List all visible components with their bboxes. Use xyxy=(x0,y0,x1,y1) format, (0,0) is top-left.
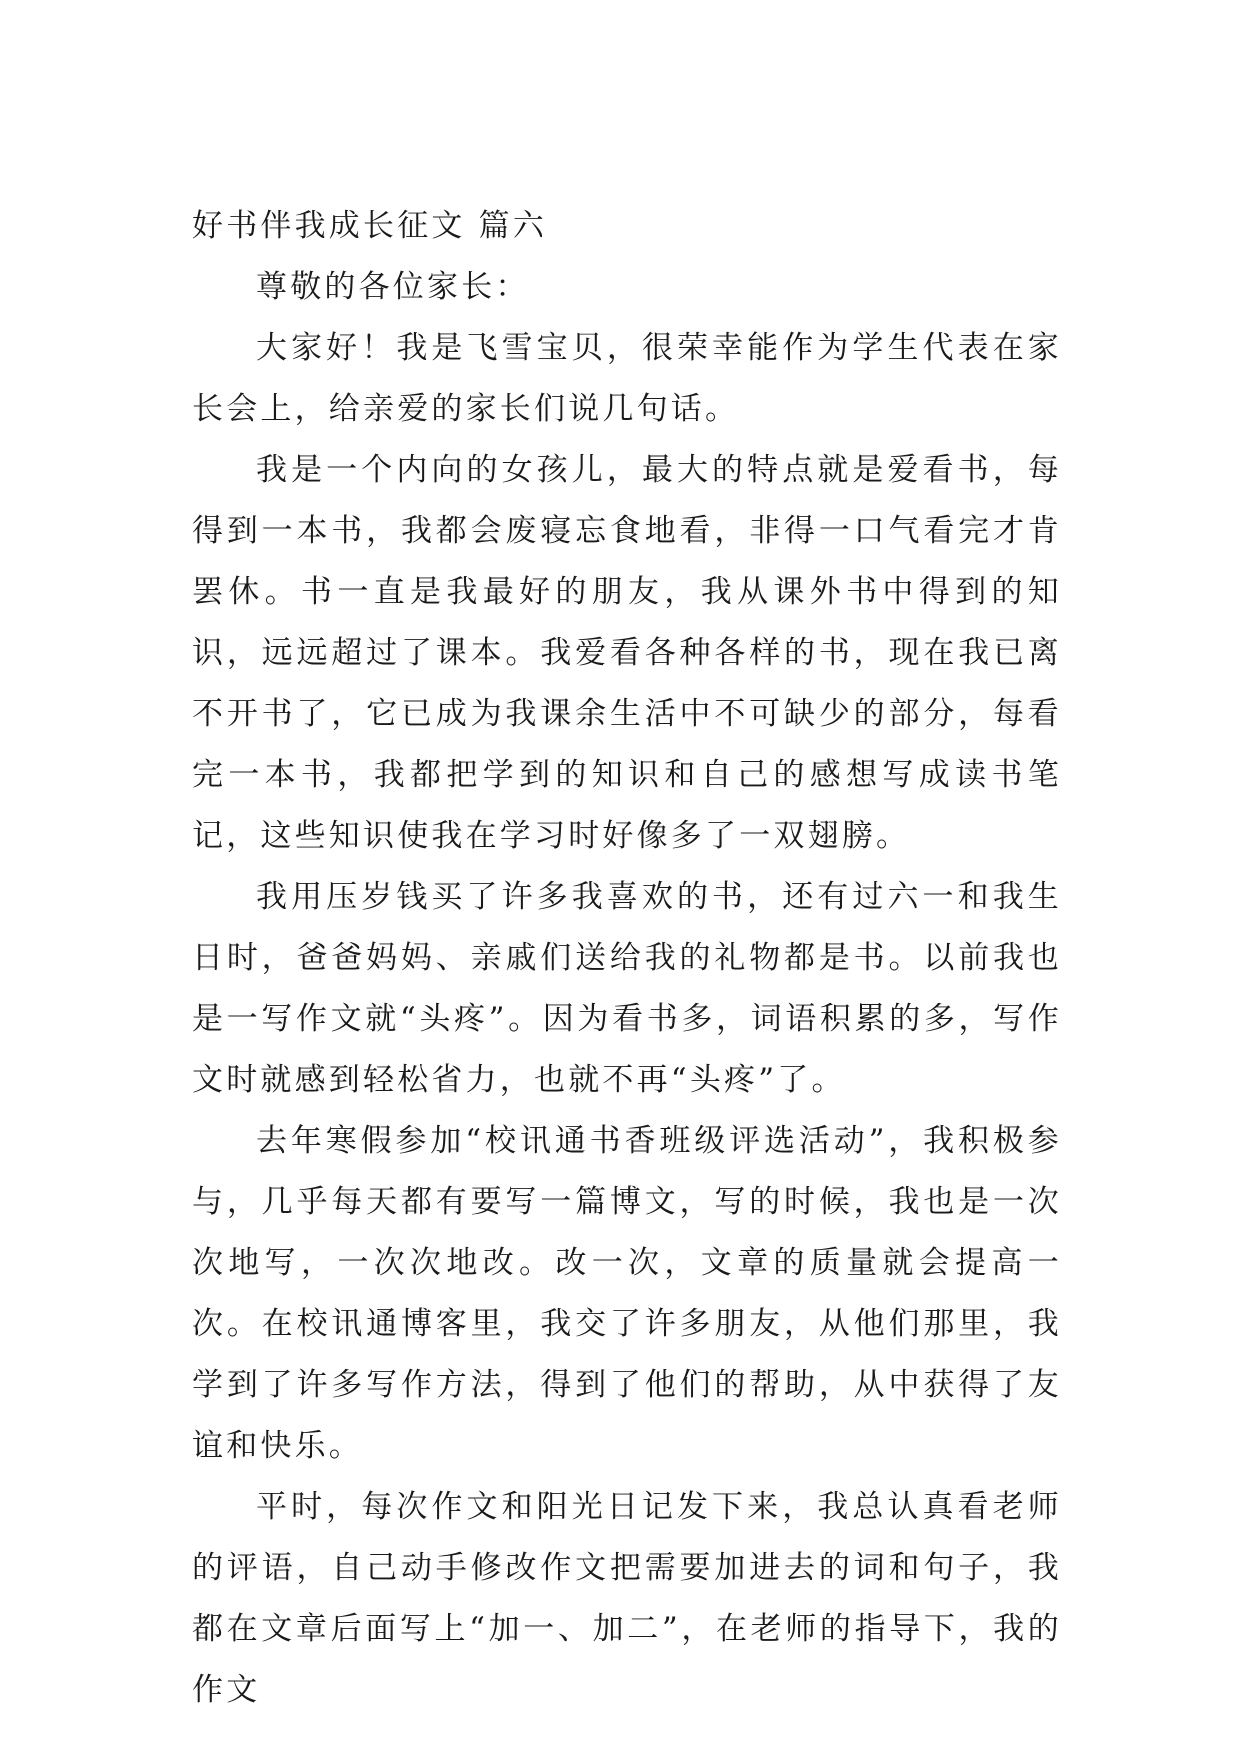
paragraph-love-of-books: 我是一个内向的女孩儿，最大的特点就是爱看书，每得到一本书，我都会废寝忘食地看，非得一口气看完才肯罢休。书一直是我最好的朋友，我从课外书中得到的知识，远远超过了课本。我爱看各种各样的书，现在我已离不开书了，它已成为我课余生活中不可缺少的部分，每看完一本书，我都把学到的知识和自己的感想写成读书笔记，这些知识使我在学习时好像多了一双翅膀。 xyxy=(192,452,1062,854)
paragraph-blog-activity: 去年寒假参加“校讯通书香班级评选活动”，我积极参与，几乎每天都有要写一篇博文，写的时候，我也是一次次地写，一次次地改。改一次，文章的质量就会提高一次。在校讯通博客里，我交了许多朋友，从他们那里，我学到了许多写作方法，得到了他们的帮助，从中获得了友谊和快乐。 xyxy=(192,1123,1062,1464)
paragraph-salutation: 尊敬的各位家长： xyxy=(256,269,530,305)
document-body xyxy=(192,196,1062,1721)
paragraph-greeting: 大家好！我是飞雪宝贝，很荣幸能作为学生代表在家长会上，给亲爱的家长们说几句话。 xyxy=(192,330,1062,427)
paragraph-gift-books: 我用压岁钱买了许多我喜欢的书，还有过六一和我生日时，爸爸妈妈、亲戚们送给我的礼物都是书。以前我也是一写作文就“头疼”。因为看书多，词语积累的多，写作文时就感到轻松省力，也就不再“头疼”了。 xyxy=(192,879,1062,1098)
paragraph-teacher-comments: 平时，每次作文和阳光日记发下来，我总认真看老师的评语，自己动手修改作文把需要加进去的词和句子，我都在文章后面写上“加一、加二”，在老师的指导下，我的作文 xyxy=(192,1489,1062,1708)
document-title: 好书伴我成长征文 篇六 xyxy=(192,208,548,244)
